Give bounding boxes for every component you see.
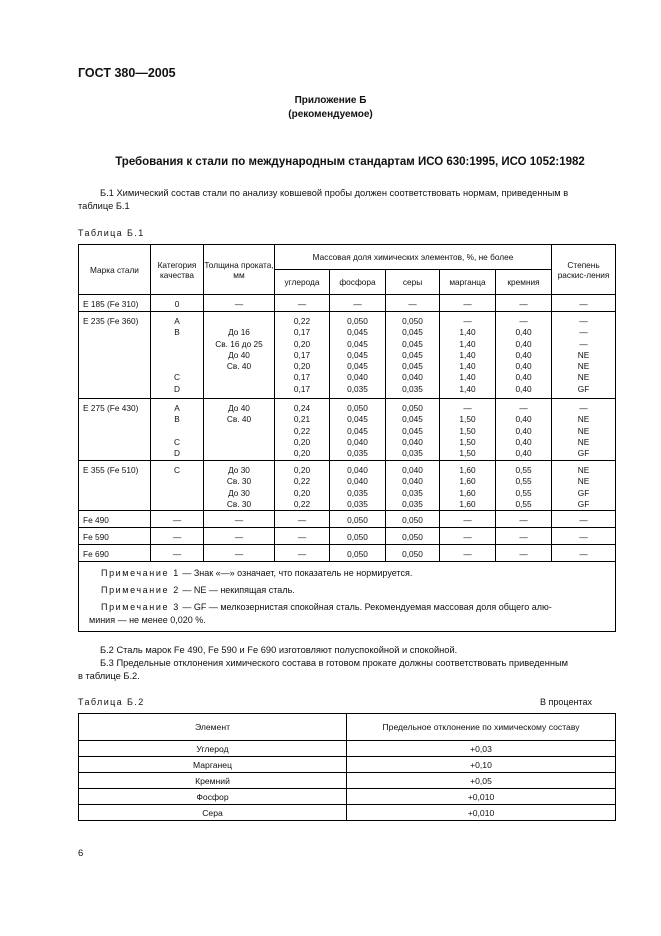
- cell-phosphorus: 0,050 0,045 0,045 0,040 0,035: [330, 399, 386, 461]
- cell-sulfur: 0,050: [386, 528, 440, 545]
- header-element: Элемент: [79, 714, 347, 741]
- cell-category: —: [151, 511, 204, 528]
- cell-silicon: —: [496, 511, 552, 528]
- cell-grade: Fe 590: [79, 528, 151, 545]
- cell-manganese: —: [440, 545, 496, 562]
- table2-unit: В процентах: [540, 697, 592, 707]
- header-thickness: Толщина проката, мм: [204, 245, 275, 295]
- paragraph-b3-line2: в таблице Б.2.: [78, 671, 140, 681]
- table-row: [79, 741, 616, 757]
- header-phosphorus: фосфора: [330, 270, 386, 295]
- note-1: [89, 567, 605, 580]
- table-notes: [79, 562, 616, 632]
- cell-deoxidation: —: [552, 511, 616, 528]
- cell-carbon: —: [275, 545, 330, 562]
- table-row: [79, 528, 616, 545]
- table2-caption: Таблица Б.2: [78, 697, 145, 707]
- table-row: [79, 805, 616, 821]
- note-3-label: Примечание 3: [101, 602, 180, 613]
- cell-grade: E 355 (Fe 510): [79, 461, 151, 511]
- table-notes-row: [79, 562, 616, 632]
- cell-category: —: [151, 528, 204, 545]
- table-row: [79, 757, 616, 773]
- header-manganese: марганца: [440, 270, 496, 295]
- table-row: [79, 312, 616, 399]
- cell-phosphorus: 0,050: [330, 545, 386, 562]
- cell-category: C: [151, 461, 204, 511]
- cell-manganese: — 1,50 1,50 1,50 1,50: [440, 399, 496, 461]
- cell-thickness: До 40 Св. 40: [204, 399, 275, 461]
- cell-carbon: 0,20 0,22 0,20 0,22: [275, 461, 330, 511]
- cell-deoxidation: —: [552, 295, 616, 312]
- note-1-text: — Знак «—» означает, что показатель не нормируется.: [179, 568, 413, 579]
- cell-sulfur: —: [386, 295, 440, 312]
- header-grade: Марка стали: [79, 245, 151, 295]
- cell-element: Фосфор: [79, 789, 347, 805]
- cell-deviation: +0,010: [347, 805, 616, 821]
- table1-caption: Таблица Б.1: [78, 228, 145, 238]
- cell-deoxidation: NE NE GF GF: [552, 461, 616, 511]
- page-number: 6: [78, 848, 84, 859]
- cell-grade: E 235 (Fe 360): [79, 312, 151, 399]
- appendix-title: Приложение Б: [294, 95, 367, 106]
- appendix-subtitle: (рекомендуемое): [288, 109, 373, 120]
- cell-manganese: —: [440, 295, 496, 312]
- header-carbon: углерода: [275, 270, 330, 295]
- cell-silicon: — 0,40 0,40 0,40 0,40: [496, 399, 552, 461]
- cell-grade: E 185 (Fe 310): [79, 295, 151, 312]
- header-category: Категория качества: [151, 245, 204, 295]
- section-title: Требования к стали по международным стандартам ИСО 630:1995, ИСО 1052:1982: [115, 156, 585, 168]
- header-sulfur: серы: [386, 270, 440, 295]
- cell-deviation: +0,010: [347, 789, 616, 805]
- note-2: [89, 584, 605, 597]
- cell-thickness: —: [204, 545, 275, 562]
- cell-deoxidation: —: [552, 528, 616, 545]
- cell-phosphorus: 0,050: [330, 511, 386, 528]
- cell-grade: Fe 690: [79, 545, 151, 562]
- cell-thickness: До 30 Св. 30 До 30 Св. 30: [204, 461, 275, 511]
- table-b2: [78, 713, 616, 821]
- cell-carbon: 0,22 0,17 0,20 0,17 0,20 0,17 0,17: [275, 312, 330, 399]
- cell-silicon: —: [496, 545, 552, 562]
- cell-sulfur: 0,040 0,040 0,035 0,035: [386, 461, 440, 511]
- document-header: ГОСТ 380—2005: [78, 66, 176, 80]
- cell-thickness: До 16 Св. 16 до 25 До 40 Св. 40: [204, 312, 275, 399]
- table-row: [79, 461, 616, 511]
- cell-silicon: —: [496, 528, 552, 545]
- cell-carbon: 0,24 0,21 0,22 0,20 0,20: [275, 399, 330, 461]
- cell-silicon: 0,55 0,55 0,55 0,55: [496, 461, 552, 511]
- header-mass-fraction: Массовая доля химических элементов, %, не более: [275, 245, 552, 270]
- table-b1: [78, 244, 616, 632]
- cell-phosphorus: —: [330, 295, 386, 312]
- cell-sulfur: 0,050 0,045 0,045 0,045 0,045 0,040 0,035: [386, 312, 440, 399]
- note-3: [89, 601, 605, 614]
- table-row: [79, 295, 616, 312]
- cell-deviation: +0,05: [347, 773, 616, 789]
- cell-element: Сера: [79, 805, 347, 821]
- cell-manganese: —: [440, 511, 496, 528]
- cell-grade: Fe 490: [79, 511, 151, 528]
- cell-manganese: — 1,40 1,40 1,40 1,40 1,40 1,40: [440, 312, 496, 399]
- cell-carbon: —: [275, 528, 330, 545]
- cell-carbon: —: [275, 295, 330, 312]
- cell-manganese: 1,60 1,60 1,60 1,60: [440, 461, 496, 511]
- cell-thickness: —: [204, 295, 275, 312]
- cell-sulfur: 0,050 0,045 0,045 0,040 0,035: [386, 399, 440, 461]
- note-2-text: — NE — некипящая сталь.: [179, 585, 295, 596]
- paragraph-b3-line1: Б.3 Предельные отклонения химического состава в готовом прокате должны соответствовать приведенным: [100, 658, 569, 668]
- cell-carbon: —: [275, 511, 330, 528]
- cell-deoxidation: — — — NE NE NE GF: [552, 312, 616, 399]
- cell-sulfur: 0,050: [386, 511, 440, 528]
- table-row: [79, 773, 616, 789]
- cell-element: Марганец: [79, 757, 347, 773]
- cell-manganese: —: [440, 528, 496, 545]
- note-2-label: Примечание 2: [101, 585, 180, 596]
- header-deviation: Предельное отклонение по химическому составу: [347, 714, 616, 741]
- header-deoxidation: Степень раскис-ления: [552, 245, 616, 295]
- cell-category: A B C D: [151, 312, 204, 399]
- note-3-continued: миния — не менее 0,020 %.: [89, 615, 206, 626]
- cell-category: 0: [151, 295, 204, 312]
- table-row: [79, 789, 616, 805]
- cell-phosphorus: 0,040 0,040 0,035 0,035: [330, 461, 386, 511]
- cell-category: —: [151, 545, 204, 562]
- header-silicon: кремния: [496, 270, 552, 295]
- cell-deviation: +0,10: [347, 757, 616, 773]
- paragraph-b2: Б.2 Сталь марок Fe 490, Fe 590 и Fe 690 изготовляют полуспокойной и спокойной.: [100, 645, 458, 655]
- cell-deoxidation: —: [552, 545, 616, 562]
- cell-phosphorus: 0,050 0,045 0,045 0,045 0,045 0,040 0,035: [330, 312, 386, 399]
- table-row: [79, 545, 616, 562]
- table-row: [79, 511, 616, 528]
- cell-deviation: +0,03: [347, 741, 616, 757]
- note-1-label: Примечание 1: [101, 568, 180, 579]
- note-3-text: — GF — мелкозернистая спокойная сталь. Рекомендуемая массовая доля общего алю-: [179, 602, 552, 613]
- paragraph-b1-line2: таблице Б.1: [78, 201, 130, 211]
- cell-phosphorus: 0,050: [330, 528, 386, 545]
- cell-silicon: — 0,40 0,40 0,40 0,40 0,40 0,40: [496, 312, 552, 399]
- cell-grade: E 275 (Fe 430): [79, 399, 151, 461]
- cell-thickness: —: [204, 528, 275, 545]
- cell-deoxidation: — NE NE NE GF: [552, 399, 616, 461]
- cell-element: Кремний: [79, 773, 347, 789]
- cell-element: Углерод: [79, 741, 347, 757]
- paragraph-b1-line1: Б.1 Химический состав стали по анализу ковшевой пробы должен соответствовать нормам, приведенным в: [100, 188, 569, 198]
- cell-sulfur: 0,050: [386, 545, 440, 562]
- cell-category: A B C D: [151, 399, 204, 461]
- table-row: [79, 399, 616, 461]
- cell-thickness: —: [204, 511, 275, 528]
- cell-silicon: —: [496, 295, 552, 312]
